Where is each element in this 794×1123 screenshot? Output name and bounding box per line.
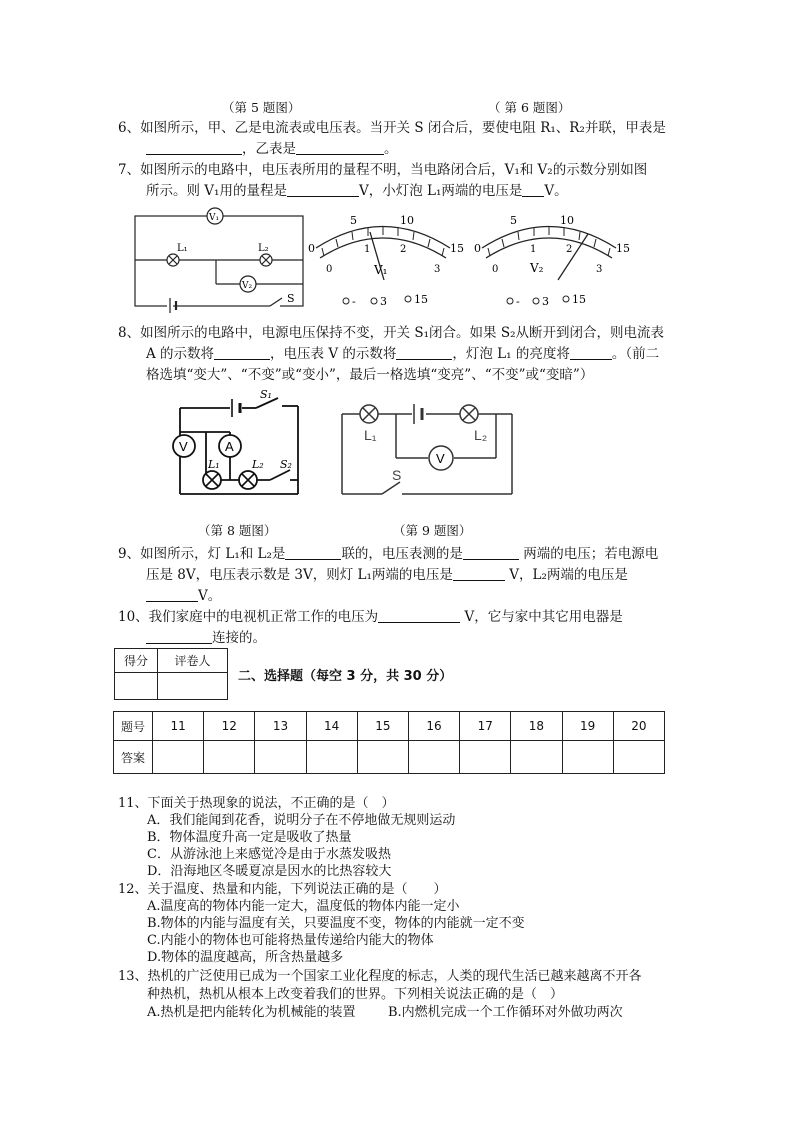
q10-blank-1[interactable] [378,608,460,623]
fig7-s-label: S [287,292,295,305]
q7-blank-1[interactable] [287,182,359,197]
q12-stem: 12、关于温度、热量和内能，下列说法正确的是（ ） [118,882,447,897]
caption-fig8: （第 8 题图） [198,523,277,538]
meter-v2 [474,210,634,310]
fig8-s1-label: S₁ [260,388,272,401]
fig7-v1-label: V₁ [209,213,220,223]
q7-blank-2[interactable] [522,182,544,197]
q12-option-d[interactable]: D.物体的温度越高，所含热量越多 [147,950,344,965]
reviewer-cell[interactable] [158,673,228,700]
fig7-v2-label: V₂ [242,281,253,291]
svg-text:15: 15 [616,242,630,255]
q-number: 20 [613,712,664,741]
score-cell[interactable] [115,673,158,700]
q-number: 16 [408,712,459,741]
q8-blank-1[interactable] [214,345,270,360]
q9-line2: 压是 8V，电压表示数是 3V，则灯 L₁两端的电压是 V，L₂两端的电压是 [146,567,628,583]
svg-text:15: 15 [572,293,586,306]
q-number: 15 [357,712,408,741]
answer-cell[interactable] [255,741,306,774]
svg-text:5: 5 [350,214,357,227]
q11-option-b[interactable]: B．物体温度升高一定是吸收了热量 [147,830,352,845]
q10-line2: 连接的。 [146,628,266,649]
fig8-v-label: V [179,439,188,454]
q6-blank-2[interactable] [296,140,384,155]
answer-table-number-label: 题号 [114,712,153,741]
answer-table [113,711,665,774]
q9-blank-2[interactable] [463,545,519,560]
svg-text:2: 2 [566,244,573,255]
svg-text:1: 1 [364,244,371,255]
fig9-s-label: S [392,467,402,483]
q7-line1: 7、如图所示的电路中，电压表所用的量程不明，当电路闭合后，V₁和 V₂的示数分别如图 [118,162,648,178]
q6-line2: ，乙表是 。 [146,139,398,160]
svg-text:3: 3 [434,264,441,275]
svg-text:2: 2 [400,244,407,255]
svg-text:0: 0 [474,242,481,255]
q8-blank-3[interactable] [570,345,612,360]
q-number: 17 [460,712,511,741]
svg-text:5: 5 [510,214,517,227]
section2-title: 二、选择题（每空 3 分，共 30 分） [238,669,453,684]
svg-text:10: 10 [560,214,574,227]
caption-fig6: （ 第 6 题图） [488,100,571,115]
fig8-a-label: A [225,439,234,454]
q7-line2: 所示。则 V₁用的量程是 V，小灯泡 L₁两端的电压是 V。 [146,183,568,199]
answer-cell[interactable] [460,741,511,774]
caption-fig5: （第 5 题图） [222,100,301,115]
svg-text:3: 3 [596,264,603,275]
fig8-l2-label: L₂ [252,458,264,471]
q-number: 18 [511,712,562,741]
q10-blank-2[interactable] [146,629,212,644]
meter-v2-name: V₂ [530,261,544,275]
q-number: 13 [255,712,306,741]
caption-fig9: （第 9 题图） [393,523,472,538]
score-box [114,648,228,700]
answer-cell[interactable] [562,741,613,774]
answer-cell[interactable] [408,741,459,774]
svg-text:-: - [352,295,356,308]
q11-stem: 11、下面关于热现象的说法，不正确的是（ ） [118,796,395,811]
q13-line1: 13、热机的广泛使用已成为一个国家工业化程度的标志，人类的现代生活已越来越离不开各 [118,969,642,984]
q6-line1: 6、如图所示，甲、乙是电流表或电压表。当开关 S 闭合后，要使电阻 R₁、R₂并联，甲表是 [118,120,666,136]
q8-blank-2[interactable] [396,345,452,360]
answer-cell[interactable] [357,741,408,774]
answer-table-answer-label: 答案 [114,741,153,774]
fig7-l1-label: L₁ [177,243,188,254]
q9-blank-3[interactable] [453,566,505,581]
q8-line1: 8、如图所示的电路中，电源电压保持不变，开关 S₁闭合。如果 S₂从断开到闭合，则电流表 [118,325,664,341]
q9-line1: 9、如图所示，灯 L₁和 L₂是 联的，电压表测的是 两端的电压；若电源电 [118,546,659,562]
svg-text:10: 10 [400,214,414,227]
q12-option-a[interactable]: A.温度高的物体内能一定大，温度低的物体内能一定小 [147,899,460,914]
answer-cell[interactable] [153,741,204,774]
fig9-l2-label: L₂ [474,427,488,443]
fig9-v-label: V [436,451,445,466]
q8-line2: A 的示数将 ，电压表 V 的示数将 ，灯泡 L₁ 的亮度将 。（前二 [146,346,660,362]
q13-option-a[interactable]: A.热机是把内能转化为机械能的装置 [147,1005,356,1020]
q10-line1: 10、我们家庭中的电视机正常工作的电压为 V，它与家中其它用电器是 [118,609,623,625]
q11-option-c[interactable]: C．从游泳池上来感觉冷是由于水蒸发吸热 [147,847,391,862]
q-number: 12 [204,712,255,741]
meter-v1-name: V₁ [374,263,388,277]
answer-cell[interactable] [306,741,357,774]
meter-v1 [308,210,468,310]
fig7-circuit-diagram [132,206,312,310]
q9-blank-4[interactable] [146,587,198,602]
q9-line3: V。 [146,586,221,607]
svg-text:15: 15 [414,293,428,306]
fig9-circuit-diagram [338,396,518,502]
q9-blank-1[interactable] [285,545,341,560]
q13-line2: 种热机，热机从根本上改变着我们的世界。下列相关说法正确的是（ ） [147,987,564,1002]
q-number: 11 [153,712,204,741]
svg-text:-: - [516,295,520,308]
q11-option-d[interactable]: D．沿海地区冬暖夏凉是因水的比热容较大 [147,864,392,879]
score-label: 得分 [115,649,158,673]
answer-cell[interactable] [613,741,664,774]
answer-cell[interactable] [511,741,562,774]
q-number: 14 [306,712,357,741]
q13-option-b[interactable]: B.内燃机完成一个工作循环对外做功两次 [388,1005,623,1020]
svg-text:0: 0 [326,264,333,275]
fig8-circuit-diagram [170,388,310,502]
fig9-l1-label: L₁ [364,427,377,443]
q-number: 19 [562,712,613,741]
fig8-l1-label: L₁ [208,458,220,471]
svg-text:0: 0 [308,242,315,255]
svg-text:1: 1 [530,244,537,255]
svg-text:0: 0 [492,264,499,275]
svg-text:3: 3 [542,295,549,308]
fig8-s2-label: S₂ [280,458,292,471]
answer-cell[interactable] [204,741,255,774]
q12-option-c[interactable]: C.内能小的物体也可能将热量传递给内能大的物体 [147,933,434,948]
svg-text:15: 15 [450,242,464,255]
q11-option-a[interactable]: A．我们能闻到花香，说明分子在不停地做无规则运动 [147,813,456,828]
q12-option-b[interactable]: B.物体的内能与温度有关，只要温度不变，物体的内能就一定不变 [147,916,525,931]
reviewer-label: 评卷人 [158,649,228,673]
q8-line3: 格选填“变大”、“不变”或“变小”，最后一格选填“变亮”、“不变”或“变暗”） [146,367,594,383]
svg-text:3: 3 [380,295,387,308]
q6-blank-1[interactable] [146,140,242,155]
fig7-l2-label: L₂ [258,243,269,254]
